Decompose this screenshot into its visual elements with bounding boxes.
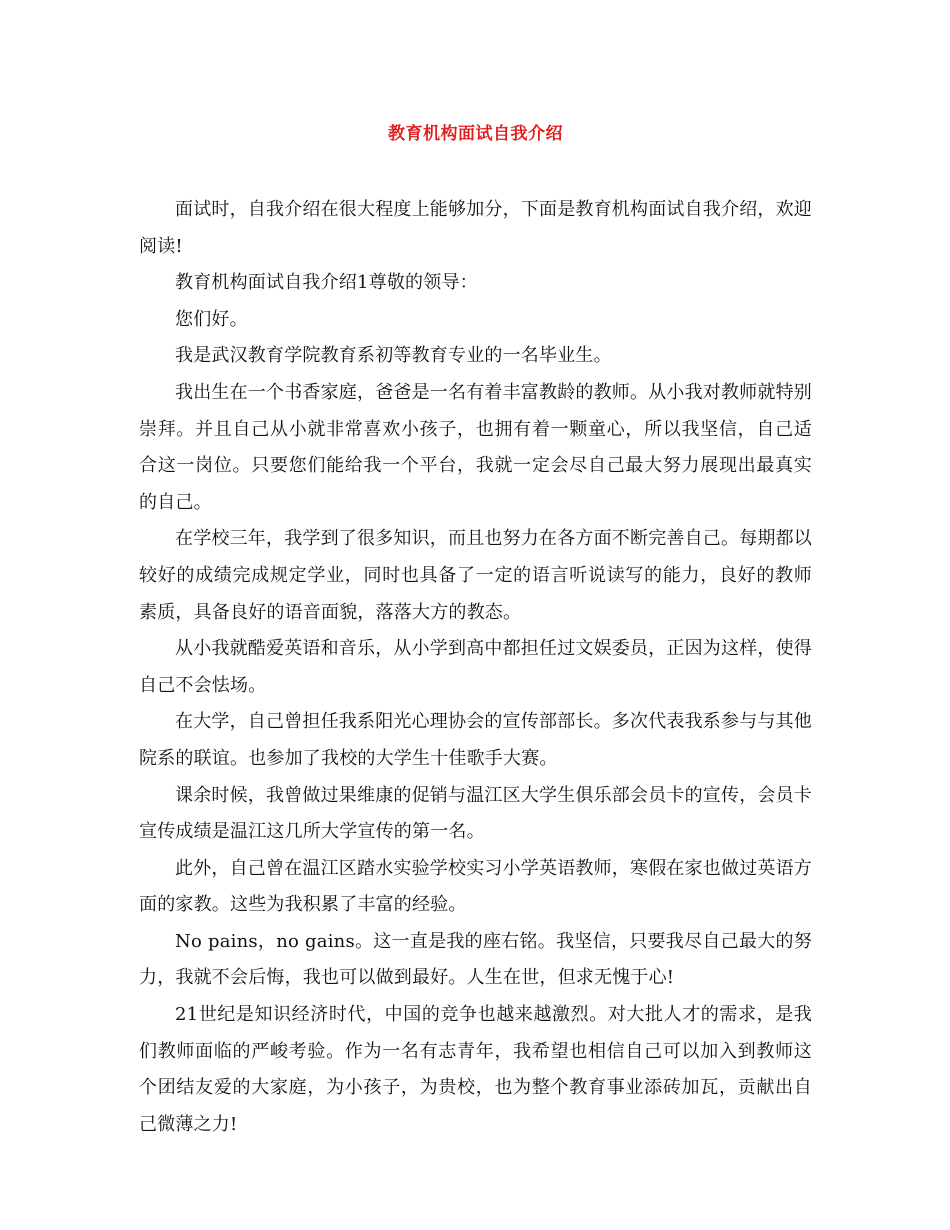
paragraph-family: 我出生在一个书香家庭，爸爸是一名有着丰富教龄的教师。从小我对教师就特别崇拜。并且自己从小就非常喜欢小孩子，也拥有着一颗童心，所以我坚信，自己适合这一岗位。只要您们能给我一个平台，我就一定会尽自己最大努力展现出最真实的自己。 [139,381,812,513]
paragraph-intro: 面试时，自我介绍在很大程度上能够加分，下面是教育机构面试自我介绍，欢迎阅读! [139,199,812,257]
document-body [139,192,812,1143]
paragraph-heading-1: 教育机构面试自我介绍1尊敬的领导： [175,272,478,294]
paragraph-motto: No pains，no gains。这一直是我的座右铭。我坚信，只要我尽自己最大的努力，我就不会后悔，我也可以做到最好。人生在世，但求无愧于心! [139,930,812,989]
document-page [139,119,812,1143]
paragraph-university: 在大学，自己曾担任我系阳光心理协会的宣传部部长。多次代表我系参与与其他院系的联谊。也参加了我校的大学生十佳歌手大赛。 [139,711,812,769]
paragraph-internship: 此外，自己曾在温江区踏水实验学校实习小学英语教师，寒假在家也做过英语方面的家教。这些为我积累了丰富的经验。 [139,857,812,916]
paragraph-identity: 我是武汉教育学院教育系初等教育专业的一名毕业生。 [175,345,612,367]
paragraph-parttime: 课余时候，我曾做过果维康的促销与温江区大学生俱乐部会员卡的宣传，会员卡宣传成绩是温江这几所大学宣传的第一名。 [139,784,812,843]
document-title: 教育机构面试自我介绍 [388,124,563,144]
paragraph-hobbies: 从小我就酷爱英语和音乐，从小学到高中都担任过文娱委员，正因为这样，使得自己不会怯场。 [139,638,812,696]
paragraph-greeting: 您们好。 [175,308,248,330]
paragraph-school: 在学校三年，我学到了很多知识，而且也努力在各方面不断完善自己。每期都以较好的成绩完成规定学业，同时也具备了一定的语言听说读写的能力，良好的教师素质，具备良好的语音面貌，落落大方的教态。 [139,528,812,623]
paragraph-conclusion: 21世纪是知识经济时代，中国的竞争也越来越激烈。对大批人才的需求，是我们教师面临的严峻考验。作为一名有志青年，我希望也相信自己可以加入到教师这个团结友爱的大家庭，为小孩子，为贵校，也为整个教育事业添砖加瓦，贡献出自己微薄之力! [139,1004,812,1135]
